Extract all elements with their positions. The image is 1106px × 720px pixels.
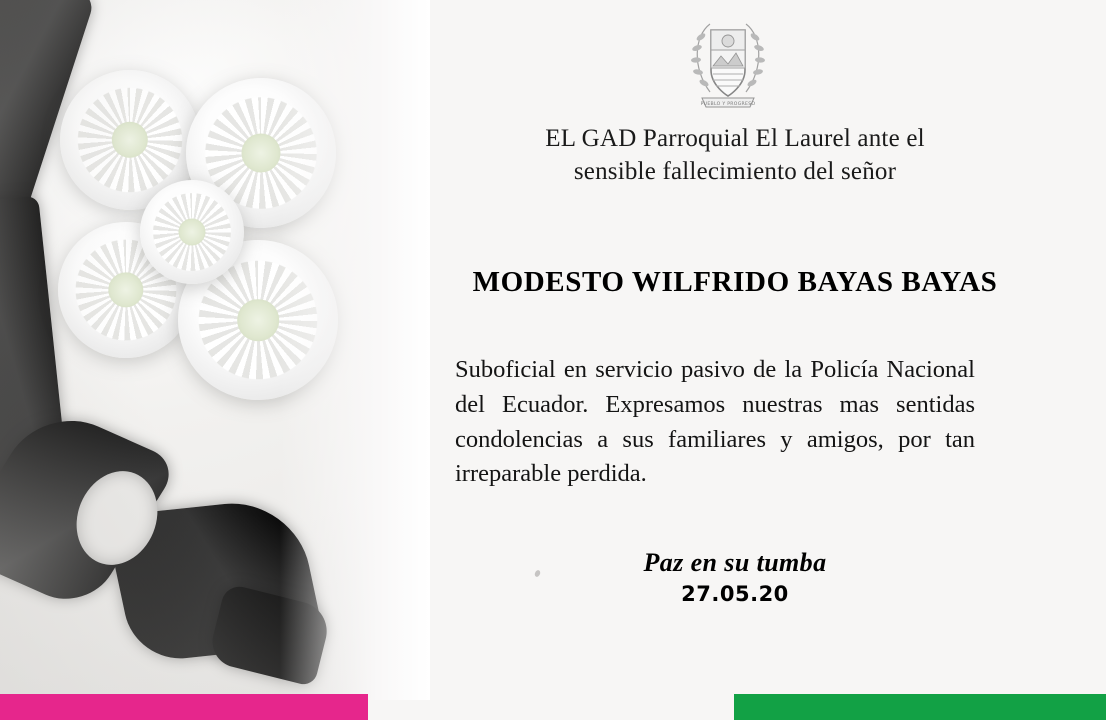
date-text: 27.05.20: [681, 582, 789, 607]
intro-line-2: sensible fallecimiento del señor: [573, 158, 897, 185]
crest-motto: PUEBLO Y PROGRESO: [700, 102, 756, 107]
footer-bar-magenta: [0, 694, 368, 720]
photo-fade-to-white: [280, 0, 430, 700]
farewell-text: Paz en su tumba: [643, 548, 827, 578]
footer-bar-green: [734, 694, 1106, 720]
coat-of-arms-icon: [680, 6, 776, 118]
memorial-text-block: [455, 122, 1015, 606]
flowers-and-black-ribbon-photo: [0, 0, 430, 700]
condolence-body-text: Suboficial en servicio pasivo de la Policía Nacional del Ecuador. Expresamos nuestras mas sentidas condolencias a sus familiares y amigos, por tan irreparable perdida.: [455, 356, 975, 488]
intro-line-1: EL GAD Parroquial El Laurel ante el: [545, 125, 925, 152]
deceased-name: MODESTO WILFRIDO BAYAS BAYAS: [472, 266, 998, 298]
intro-text: [475, 122, 995, 188]
